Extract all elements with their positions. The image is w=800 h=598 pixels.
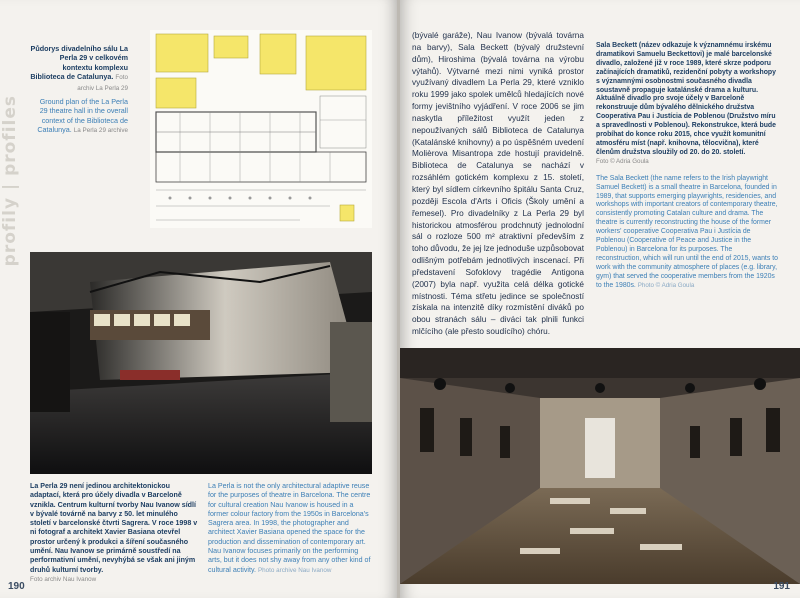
section-tab: profily | profiles [0, 95, 20, 267]
floor-plan-image [150, 30, 372, 228]
sala-beckett-caption-en: The Sala Beckett (the name refers to the Irish playwright Samuel Beckett) is a small theatre in Barcelona, founded in 1989, that supports emerging playwrights, residencies, and workshops with important creators of contemporary theatre, consistently promoting Catalan culture and drama. The theatre is currently reconstructing the house of the former workers' cooperative Cooperativa Pau i Justícia de Poblenou (Cooperative of Peace and Justice in the Poblenou) in Barcelona for its purposes. The reconstruction, which will run until the end of 2015, wants to work with the community atmosphere of places (e.g. library, gym) that served the cooperative members from the 1920s to the 1980s. [596, 174, 778, 289]
nau-ivanow-hall-photo [30, 252, 372, 474]
sala-beckett-caption-cz: Sala Beckett (název odkazuje k významnému irskému dramatikovi Samuelu Beckettovi) je malé barcelonské divadlo, založené již v roce 1989, které skrze podporu začínajících dramatiků, rezidenční pobyty a workshopy s významnými osobnostmi současného divadla soustavně propaguje katalánské drama a kulturu. Aktuálně divadlo pro svoje účely v Barceloně rekonstruuje dům bývalého dělnického družstva Cooperativa Pau i Justícia de Poblenou (Družstvo míru a spravedlnosti v Poblenou). Rekonstrukce, která bude probíhat do konce roku 2015, chce využít komunitní atmosféru míst (např. knihovna, tělocvična), které členům družstva sloužily od 20. do 20. století. [596, 42, 776, 156]
nau-ivanow-caption-cz-text: La Perla 29 není jedinou architektonickou adaptací, která pro účely divadla v Barceloně vznikla. Centrum kulturní tvorby Nau Ivanow sídlí v bývalé továrně na barvy z 50. let minulého století v barcelonské čtvrti Sagrera. V roce 1998 v ni fotograf a architekt Xavier Basiana otevřel prostor určený k produkci a šíření současného umění. Nau Ivanow se primárně soustředí na performativní umění, nevyhýbá se však ani jiným druhů kulturní tvorby. [30, 482, 198, 574]
plan-caption-cz-credit: Foto archiv La Perla 29 [77, 74, 128, 92]
plan-caption-cz: Půdorys divadelního sálu La Perla 29 v celkovém kontextu komplexu Biblioteca de Catalunya. [30, 44, 128, 82]
article-body-text: (bývalé garáže), Nau Ivanow (bývalá továrna na barvy), Sala Beckett (bývalý družstevní dům), Hiroshima (bývalá továrna na výrobu výtahů). Výtvarné mezi nimi vyniká prostor využívaný divadlem La Perla 29, které vzniklo roku 1999 jako spolek umělců hledajících nové formy jevištního vyjádření. V roce 2006 se jim naskytla příležitost využít jeden z nepoužívaných sálů Biblioteca de Catalunya (Katalánské knihovny) a po úspěšném uvedení Molièrova Misantropa zde hostují pravidelně. Biblioteca de Catalunya se nachází v rozsáhlém gotickém komplexu z 15. století, který byl sídlem církevního špitálu Santa Cruz, později Escola d'Arts i Oficis (Školy umění a řemesel). Pro divadelníky z La Perla 29 byl historickou atmosférou prodchnutý jednolodní sál o rozloze 500 m² atraktivní především z toho důvodu, že jej lze jednoduše uzpůsobovat odlišným potřebám jednotlivých inscenací. Při představení Sofoklovy tragédie Antigona (2007) byla např. využita celá délka gotické místnosti. Téma střetu jedince se společností získala na intenzitě díky rozmístění diváků po obou stranách sálu – diváci tak plnili funkci mlčícího (ale přesto soudícího) chóru. [412, 31, 584, 337]
nau-ivanow-caption-cz [30, 482, 200, 584]
page-number-left: 190 [8, 581, 25, 592]
nau-ivanow-caption-cz-credit: Foto archiv Nau Ivanow [30, 575, 97, 583]
nau-ivanow-caption-en-text: La Perla is not the only architectural adaptive reuse for the purposes of theatre in Barcelona. The centre for cultural creation Nau Ivanow is housed in a former colour factory from the 1950s in Barcelona's Sagrera area. In 1998, the photographer and architect Xavier Basiana opened the space for the production and dissemination of contemporary art. Nau Ivanow focuses primarily on the performing arts, but it does not shy away from any other kind of cultural activity. [208, 482, 371, 574]
nau-ivanow-caption-en [208, 482, 373, 575]
sala-beckett-caption-en-credit: Photo © Adria Goula [637, 281, 695, 289]
plan-caption-en: Ground plan of the La Perla 29 theatre hall in the overall context of the Biblioteca de Catalunya. [37, 97, 128, 135]
left-page [0, 0, 398, 598]
plan-caption-en-credit: La Perla 29 archive [73, 127, 128, 135]
sala-beckett-theatre-photo [400, 348, 800, 584]
sala-beckett-caption-cz-credit: Foto © Adria Goula [596, 157, 649, 165]
right-page [400, 0, 800, 598]
page-number-right: 191 [773, 581, 790, 592]
sala-beckett-caption [596, 42, 778, 290]
nau-ivanow-caption-en-credit: Photo archive Nau Ivanow [257, 566, 332, 574]
plan-caption [30, 44, 128, 136]
